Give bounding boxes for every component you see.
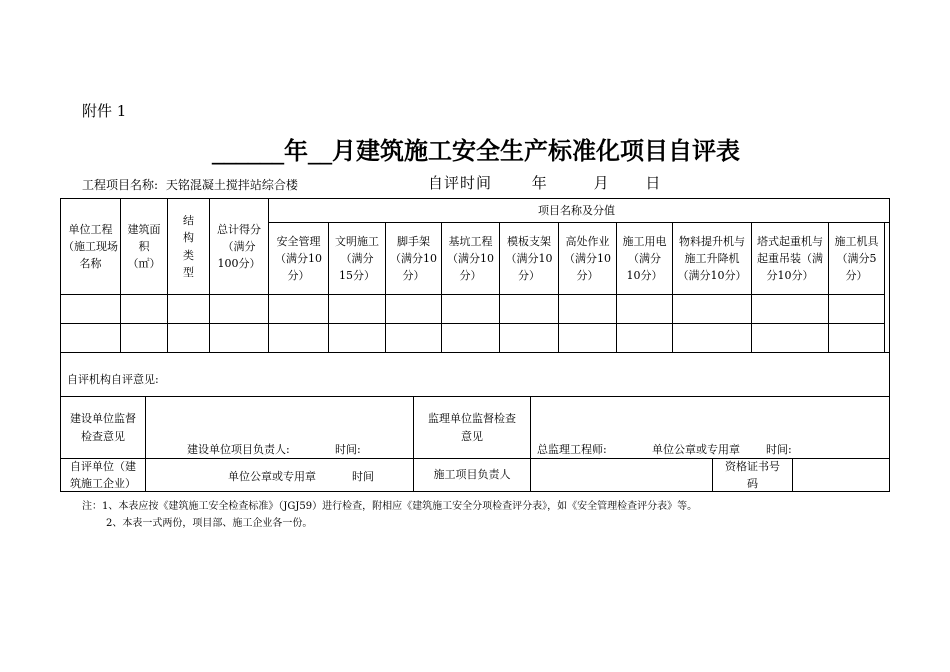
note-1: 注：1、本表应按《建筑施工安全检查标准》（JGJ59）进行检查，附相应《建筑施工安全分项检查评分表》，如《安全管理检查评分表》等。: [82, 501, 698, 512]
date-label: 自评时间: [428, 174, 493, 192]
date-day: 日: [645, 174, 662, 192]
header-item-work-at-height: 高处作业（满分10分）: [564, 234, 611, 283]
header-item-machinery: 施工机具（满分5分）: [834, 234, 879, 283]
header-item-hoist: 物料提升机与施工升降机（满分10分）: [677, 234, 747, 283]
header-item-formwork: 模板支架（满分10分）: [505, 234, 553, 283]
supervision-unit-time: 时间:: [766, 443, 792, 456]
page-title: [212, 131, 740, 166]
header-item-scaffold: 脚手架（满分10分）: [390, 234, 437, 283]
header-item-civil-construction: 文明施工（满分15分）: [335, 234, 379, 283]
project-manager-label: 施工项目负责人: [433, 468, 511, 482]
title-rest: 月建筑施工安全生产标准化项目自评表: [332, 137, 740, 165]
project-name-row: [82, 176, 298, 193]
header-area: 建筑面积（㎡）: [127, 222, 161, 271]
self-eval-unit-time: 时间: [352, 470, 374, 483]
supervision-unit-seal: 单位公章或专用章: [652, 443, 740, 456]
construction-unit-signature: 建设单位项目负责人:: [187, 443, 290, 456]
project-name-value: 天铭混凝土搅拌站综合楼: [165, 178, 298, 192]
supervision-unit-label: 监理单位监督检查意见: [428, 412, 516, 443]
header-items-group: 项目名称及分值: [538, 203, 615, 217]
cert-number-label: 资格证书号码: [725, 459, 780, 490]
title-month-blank: __: [308, 137, 332, 165]
self-eval-unit-seal: 单位公章或专用章: [228, 470, 316, 483]
date-month: 月: [593, 174, 610, 192]
project-name-label: 工程项目名称:: [82, 178, 159, 192]
note-2: 2、本表一式两份，项目部、施工企业各一份。: [106, 518, 313, 529]
construction-unit-time: 时间:: [335, 443, 361, 456]
title-year-blank: ______: [212, 137, 284, 165]
header-item-safety-mgmt: 安全管理（满分10分）: [275, 234, 322, 283]
header-item-electricity: 施工用电（满分10分）: [622, 234, 667, 283]
construction-unit-label: 建设单位监督检查意见: [70, 412, 136, 443]
self-eval-opinion-label: 自评机构自评意见:: [67, 373, 159, 386]
header-item-foundation-pit: 基坑工程（满分10分）: [447, 234, 494, 283]
header-total: 总计得分（满分100分）: [217, 222, 261, 271]
header-unit: 单位工程（施工现场名称: [63, 222, 118, 271]
title-year-label: 年: [284, 137, 308, 165]
self-eval-unit-label: 自评单位（建筑施工企业）: [70, 459, 136, 490]
attachment-label: 附件 1: [82, 102, 127, 120]
self-eval-date: [428, 172, 661, 193]
supervision-unit-signature: 总监理工程师:: [537, 443, 607, 456]
date-year: 年: [531, 174, 548, 192]
header-structure: 结构类型: [183, 214, 194, 279]
header-item-tower-crane: 塔式起重机与起重吊装（满分10分）: [757, 234, 823, 283]
